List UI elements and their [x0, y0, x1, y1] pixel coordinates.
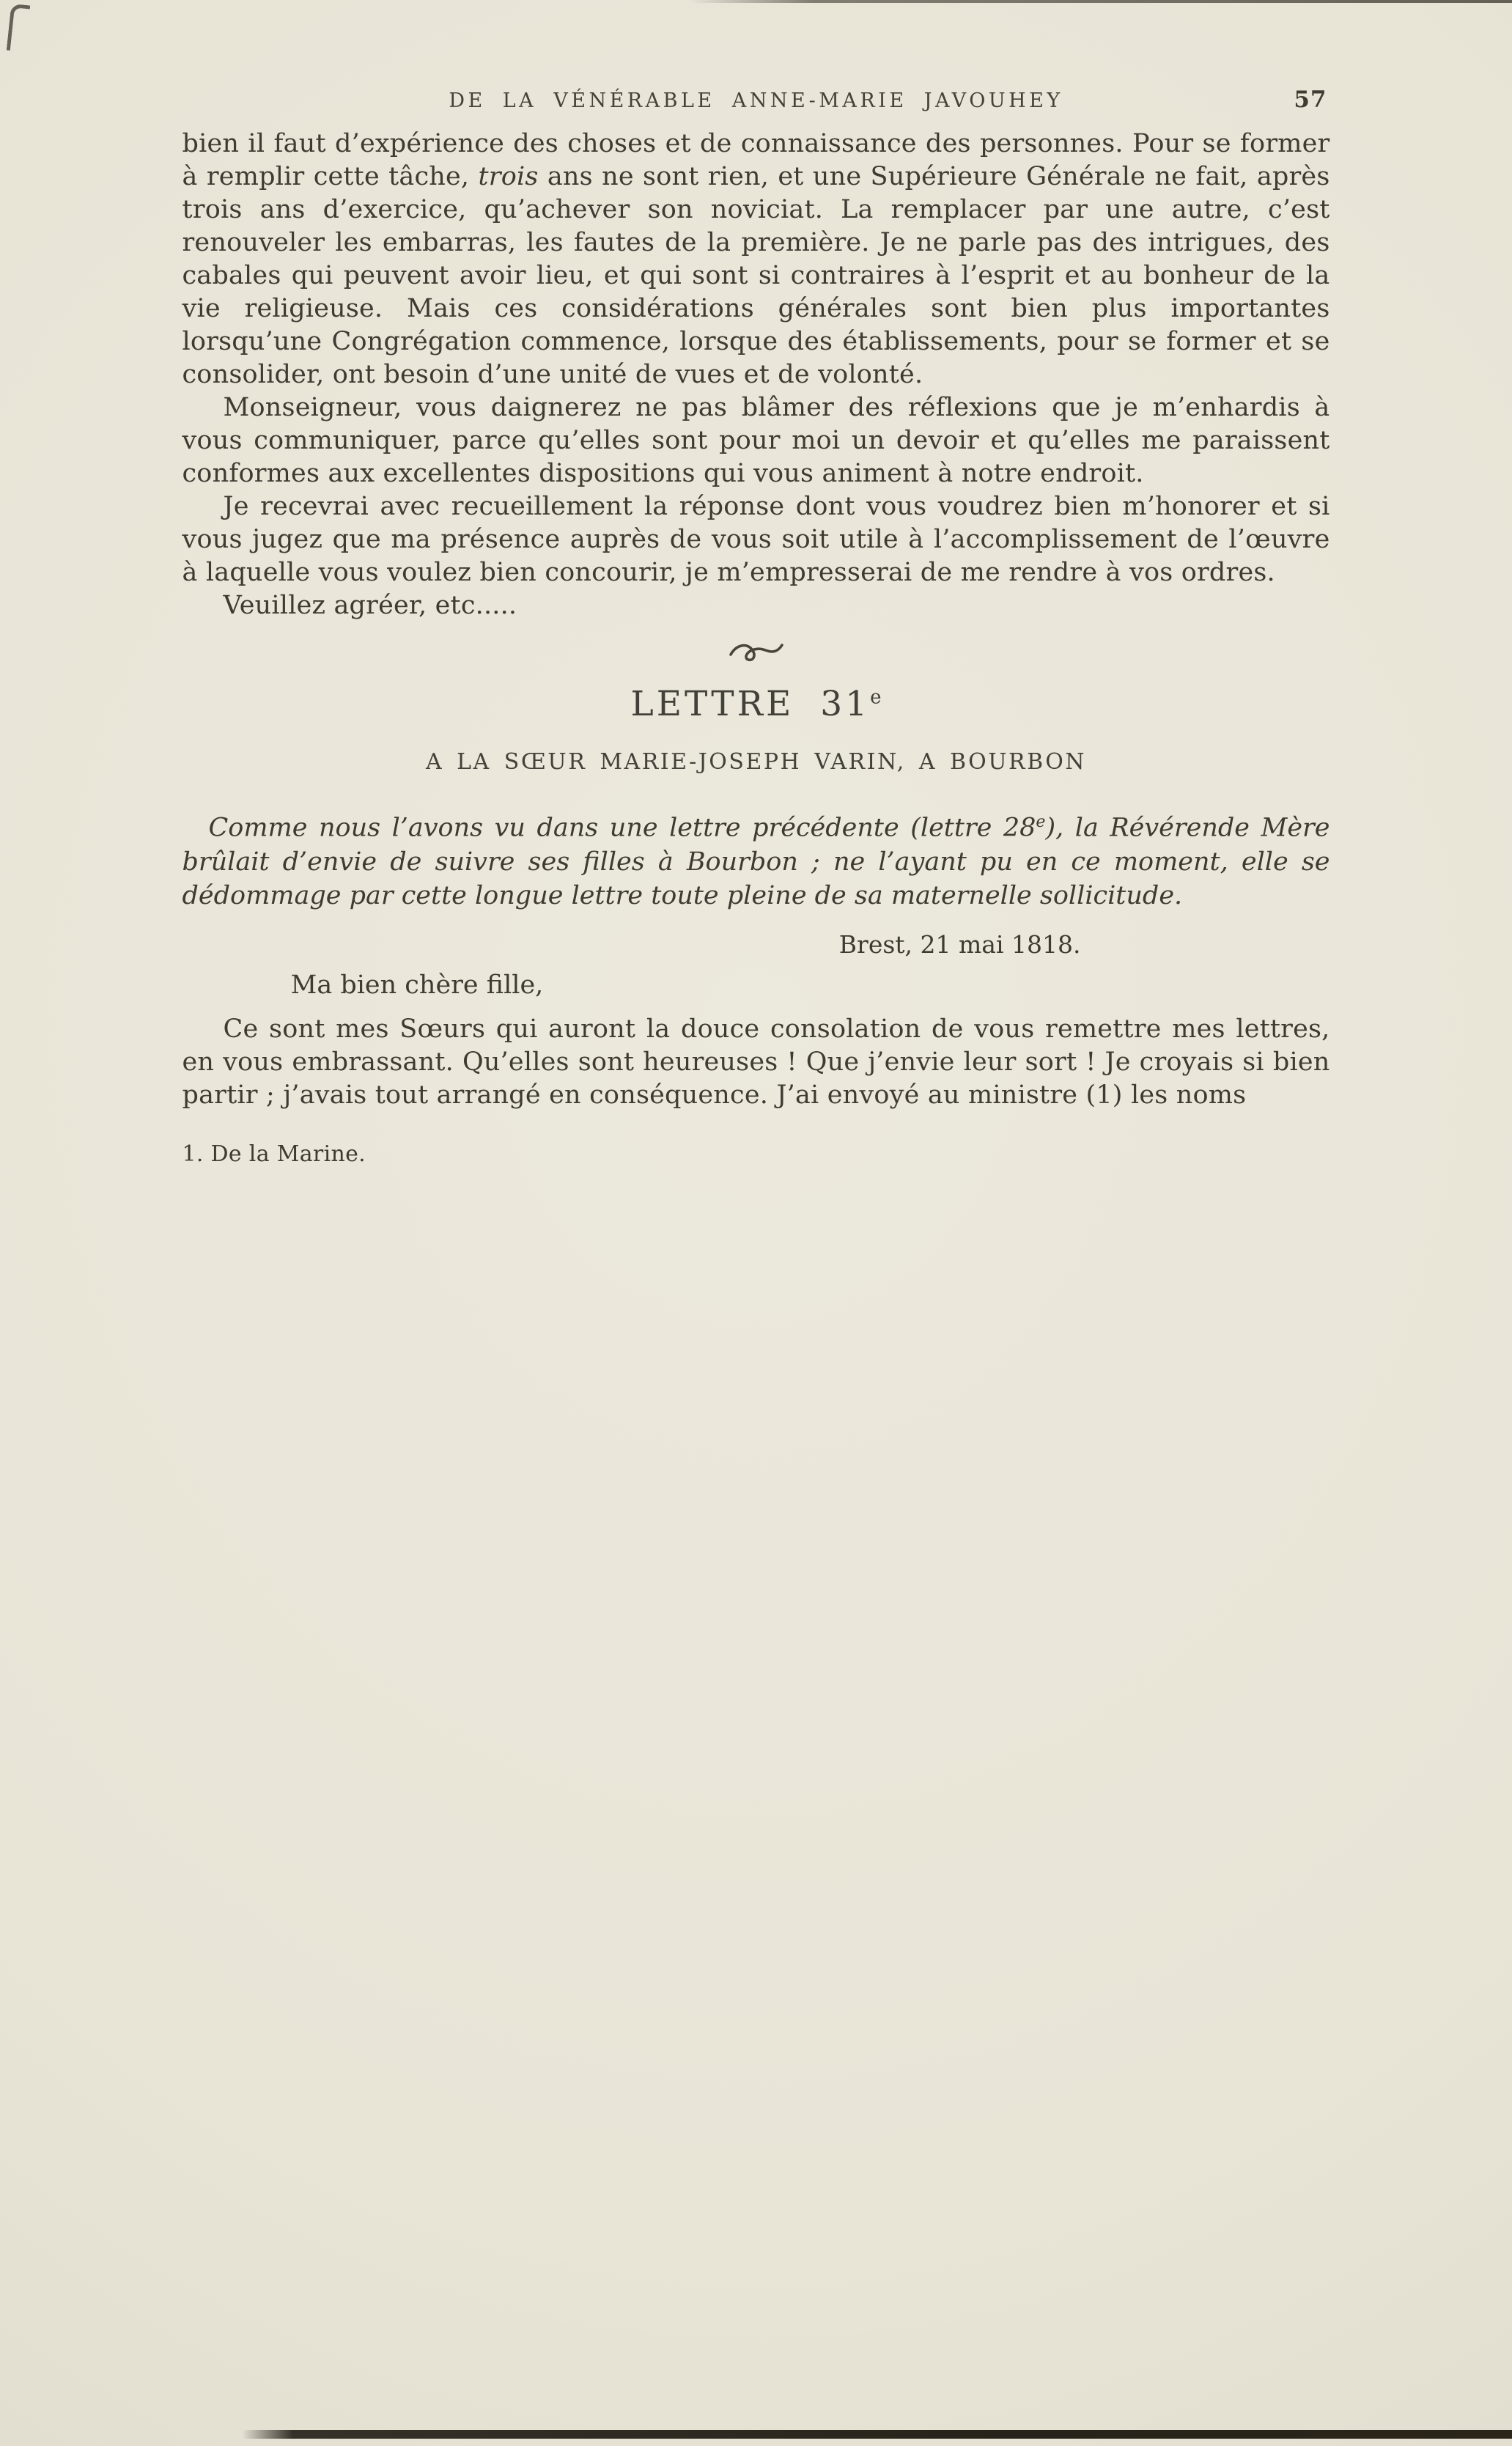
letter-dateline: Brest, 21 mai 1818.	[838, 929, 1081, 959]
page-body	[182, 128, 1330, 1167]
letter-heading-ordinal: e	[870, 686, 882, 709]
section-ornament	[182, 640, 1330, 665]
body-paragraph-3: Je recevrai avec recueillement la réponse dont vous voudrez bien m’honorer et si vous jugez que ma présence auprès de vous soit utile à l’accomplissement de l’œuvre à laquelle vous voulez bien concourir, je m’empresserai de me rendre à vos ordres.	[182, 492, 1330, 587]
body-paragraph-2: Monseigneur, vous daignerez ne pas blâmer des réflexions que je m’enhardis à vous communiquer, parce qu’elles sont pour moi un devoir et qu’elles me paraissent conformes aux excellentes dispositions qui vous animent à notre endroit.	[182, 393, 1330, 488]
letter-body-paragraph: Ce sont mes Sœurs qui auront la douce consolation de vous remettre mes lettres, en vous embrassant. Qu’elles sont heureuses ! Que j’envie leur sort ! Je croyais si bien partir ; j’avais tout arrangé en conséquence. J’ai envoyé au ministre (1) les noms	[182, 1014, 1330, 1110]
running-title: DE LA VÉNÉRABLE ANNE-MARIE JAVOUHEY	[449, 89, 1063, 112]
closing-line: Veuillez agréer, etc.....	[223, 591, 517, 620]
footnote: 1. De la Marine.	[182, 1141, 366, 1167]
editorial-note-text: ), la Révérende Mère brûlait d’envie de suivre ses filles à Bourbon ; ne l’ayant pu en ce moment, elle se dédommage par cette longue lettre toute pleine de sa maternelle sollicitude.	[182, 813, 1330, 910]
paragraph-text: bien il faut d’expérience des choses et de connaissance des personnes. Pour se former à remplir cette tâche,	[182, 129, 1330, 191]
text-column	[182, 0, 1330, 1167]
letter-heading-word: LETTRE	[630, 684, 794, 724]
scan-artifact-top-left	[7, 4, 31, 52]
flourish-icon	[728, 640, 785, 665]
editorial-note-text: Comme nous l’avons vu dans une lettre précédente (lettre 28	[208, 813, 1036, 843]
letter-salutation: Ma bien chère fille,	[290, 970, 544, 1000]
letter-heading	[182, 684, 1330, 724]
paragraph-italic-word: trois	[478, 162, 539, 191]
paragraph-text: ans ne sont rien, et une Supérieure Générale ne fait, après trois ans d’exercice, qu’achever son noviciat. La remplacer par une autre, c’est renouveler les embarras, les fautes de la première. Je ne parle pas des intrigues, des cabales qui peuvent avoir lieu, et qui sont si contraires à l’esprit et au bonheur de la vie religieuse. Mais ces considérations générales sont bien plus importantes lorsqu’une Congrégation commence, lorsque des établissements, pour se former et se consolider, ont besoin d’une unité de vues et de volonté.	[182, 162, 1330, 389]
scan-artifact-bottom-edge	[242, 2430, 1512, 2439]
editorial-note-ordinal: e	[1036, 813, 1046, 831]
page-number: 57	[1294, 86, 1327, 113]
letter-heading-number: 31	[820, 684, 871, 724]
page-header	[182, 86, 1330, 117]
body-paragraph-1	[182, 128, 1330, 391]
letter-addressee: A LA SŒUR MARIE-JOSEPH VARIN, A BOURBON	[425, 749, 1087, 775]
editorial-note	[182, 806, 1330, 913]
